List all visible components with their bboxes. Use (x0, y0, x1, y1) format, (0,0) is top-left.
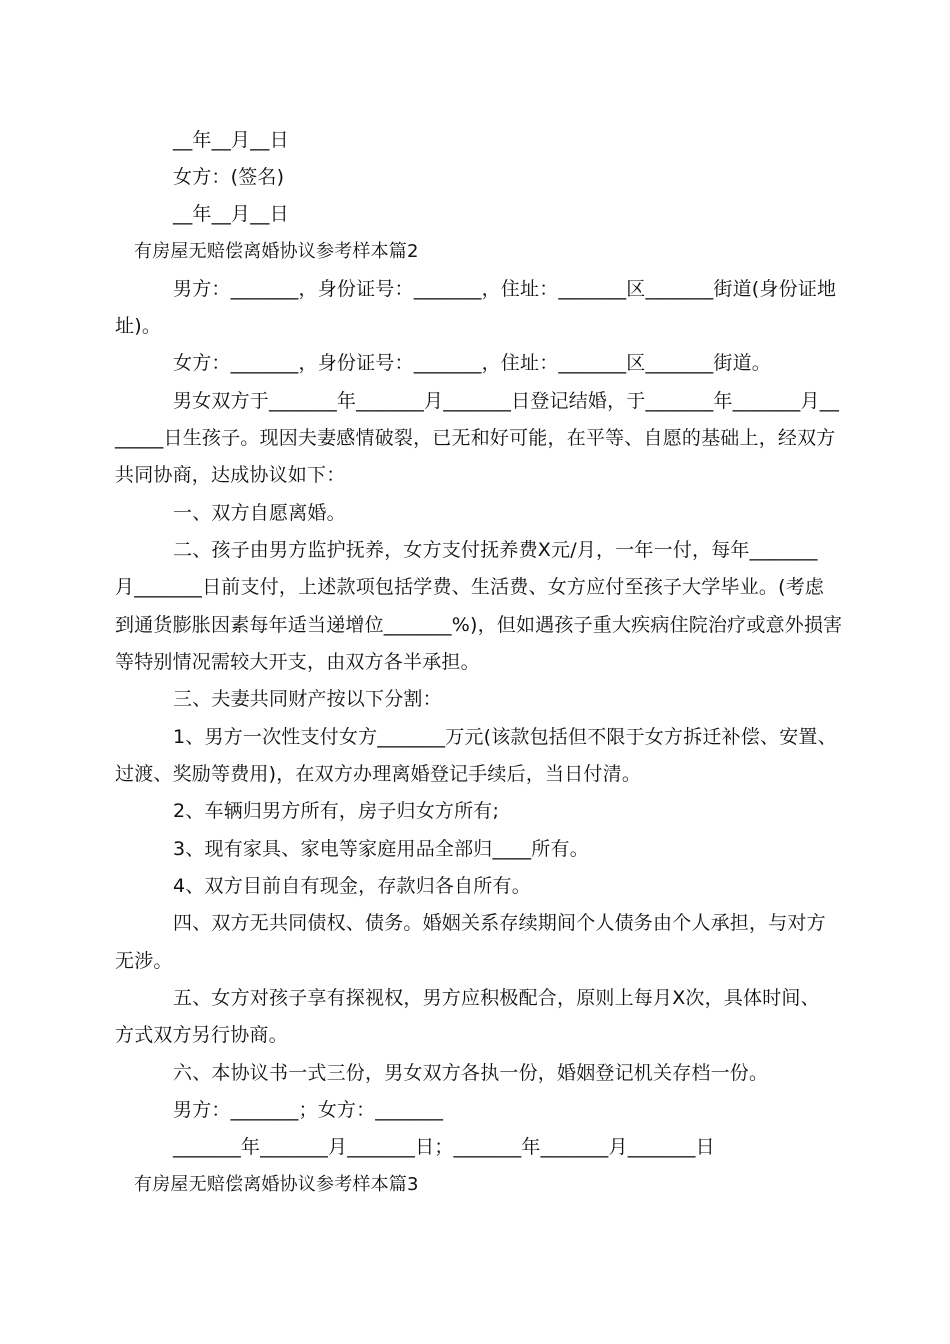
clause-line: 3、现有家具、家电等家庭用品全部归____所有。 (173, 838, 589, 860)
clause-line: 1、男方一次性支付女方_______万元(该款包括但不限于女方拆迁补偿、安置、 (173, 726, 837, 748)
paragraph-line: 无涉。 (115, 950, 173, 972)
date-line: __年__月__日 (173, 203, 289, 225)
clause-line: 2、车辆归男方所有，房子归女方所有; (173, 800, 500, 822)
date-line: __年__月__日 (173, 129, 289, 151)
date-line: _______年_______月_______日；_______年_______月_______日 (173, 1136, 715, 1158)
paragraph-line: 共同协商，达成协议如下： (115, 464, 346, 486)
clause-line: 4、双方目前自有现金，存款归各自所有。 (173, 875, 531, 897)
paragraph-line: 男方：_______，身份证号：_______，住址：_______区_______街道(身份证地 (173, 278, 837, 300)
paragraph-line: _____日生孩子。现因夫妻感情破裂，已无和好可能，在平等、自愿的基础上，经双方 (115, 427, 836, 449)
clause-line: 六、本协议书一式三份，男女双方各执一份，婚姻登记机关存档一份。 (173, 1062, 769, 1084)
paragraph-line: 址)。 (115, 315, 162, 337)
clause-line: 一、双方自愿离婚。 (173, 502, 346, 524)
section-heading: 有房屋无赔偿离婚协议参考样本篇2 (134, 241, 419, 262)
signature-line: 男方：_______；女方：_______ (173, 1099, 444, 1121)
paragraph-line: 月_______日前支付，上述款项包括学费、生活费、女方应付至孩子大学毕业。(考虑 (115, 576, 825, 598)
clause-line: 二、孩子由男方监护抚养，女方支付抚养费X元/月，一年一付，每年_______ (173, 539, 818, 561)
clause-line: 四、双方无共同债权、债务。婚姻关系存续期间个人债务由个人承担，与对方 (173, 912, 826, 934)
paragraph-line: 过渡、奖励等费用)，在双方办理离婚登记手续后，当日付清。 (115, 763, 642, 785)
paragraph-line: 男女双方于_______年_______月_______日登记结婚，于_______年_______月__ (173, 390, 840, 412)
paragraph-line: 等特别情况需较大开支，由双方各半承担。 (115, 651, 480, 673)
paragraph-line: 到通货膨胀因素每年适当递增位_______%)，但如遇孩子重大疾病住院治疗或意外损害 (115, 614, 843, 636)
paragraph-line: 方式双方另行协商。 (115, 1024, 288, 1046)
signature-line-female: 女方：(签名) (173, 166, 285, 188)
clause-line: 五、女方对孩子享有探视权，男方应积极配合，原则上每月X次，具体时间、 (173, 987, 820, 1009)
clause-line: 三、夫妻共同财产按以下分割： (173, 688, 442, 710)
paragraph-line: 女方：_______，身份证号：_______，住址：_______区_______街道。 (173, 352, 772, 374)
section-heading: 有房屋无赔偿离婚协议参考样本篇3 (134, 1174, 419, 1195)
